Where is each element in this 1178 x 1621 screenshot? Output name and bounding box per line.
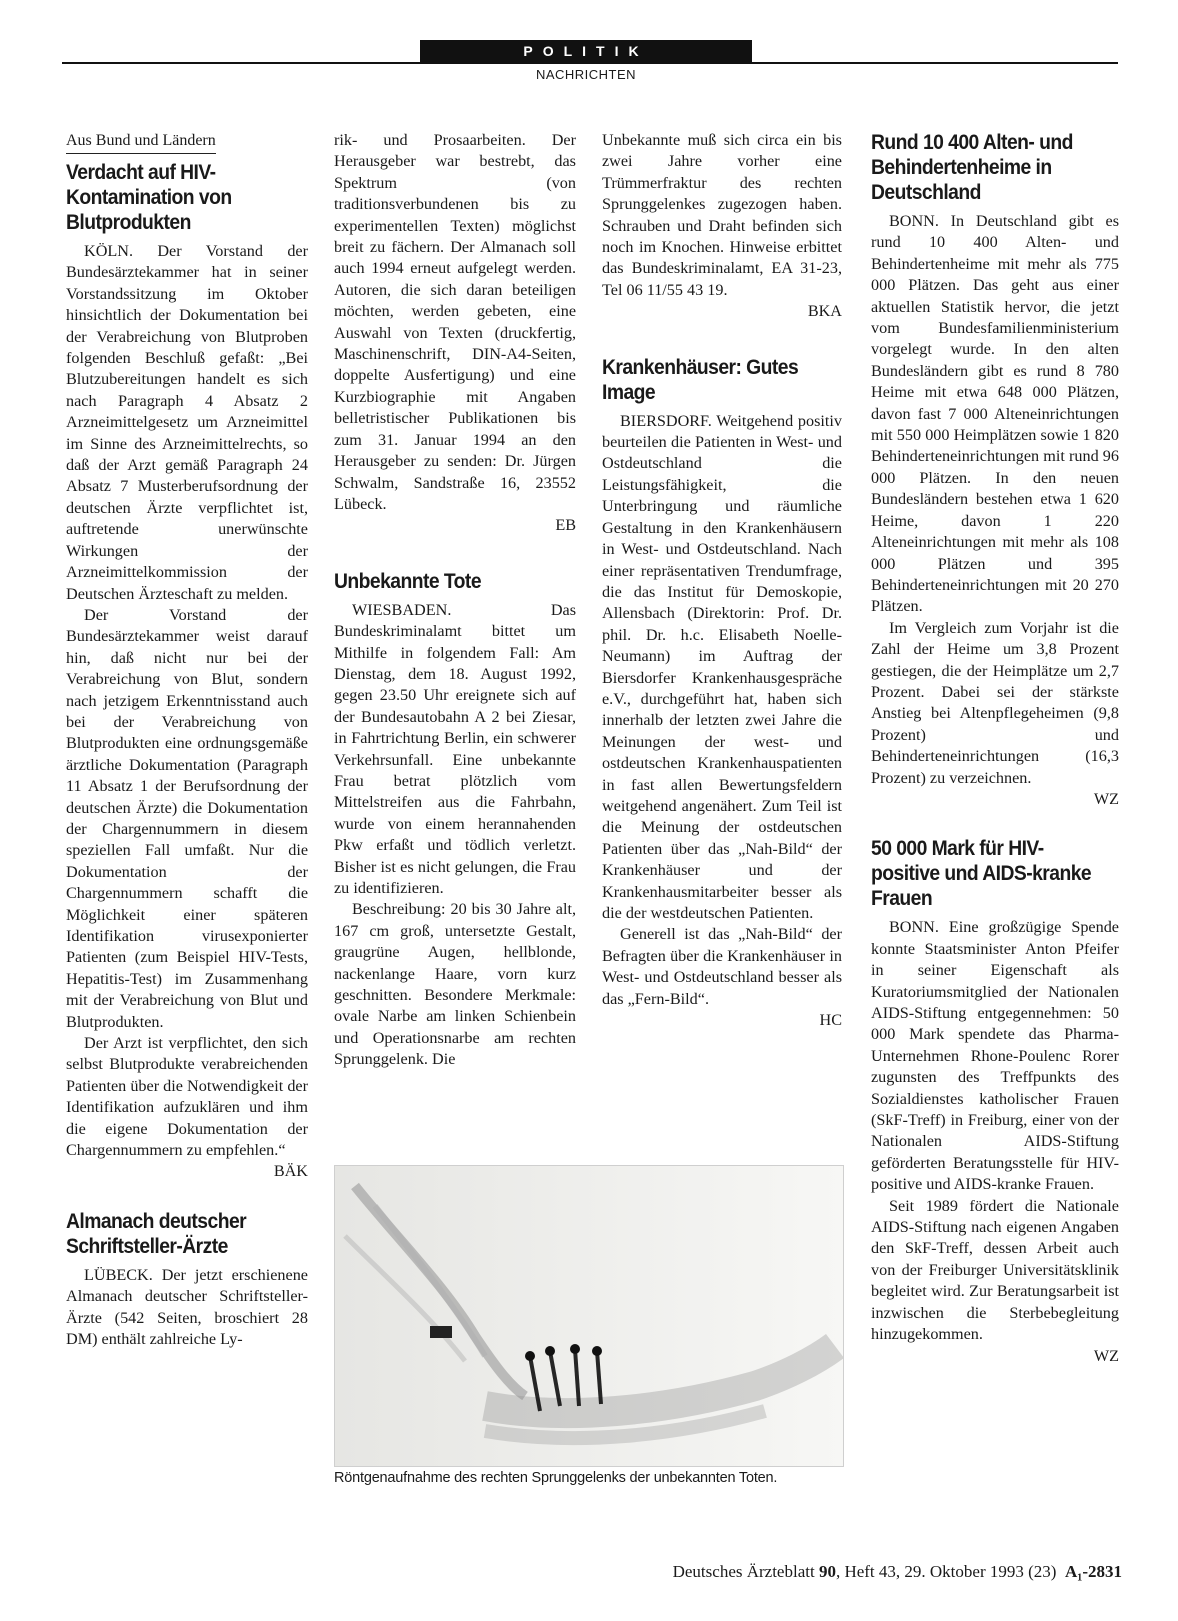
column-3 bbox=[602, 130, 842, 1031]
section-title: POLITIK bbox=[420, 40, 752, 62]
article-paragraph: Beschreibung: 20 bis 30 Jahre alt, 167 cm groß, untersetzte Gestalt, graugrüne Augen, hellblonde, nackenlange Haare, vorn kurz geschnitten. Besondere Merkmale: ovale Narbe am linken Schienbein und Operationsnarbe am rechten Sprunggelenk. Die bbox=[334, 900, 576, 1069]
article-title-almanach: Almanach deutscher Schriftsteller-Ärzte bbox=[66, 1209, 247, 1258]
article-paragraph: KÖLN. Der Vorstand der Bundesärztekammer hat in seiner Vorstandssitzung im Oktober hinsichtlich der Dokumentation bei der Verabreichung von Blutproben folgenden Beschluß gefaßt: „Bei Blutzubereitungen handelt es sich nach Paragraph 4 Absatz 2 Arzneimittelgesetz um Arzneimittel im Sinne des Arzneimittelrechts, so daß der Arzt gemäß Paragraph 24 Absatz 7 Musterberufsordnung der deutschen Ärzte verpflichtet ist, auftretende unerwünschte Wirkungen der Arzneimittelkommission der Deutschen Ärzteschaft zu melden. bbox=[66, 242, 308, 603]
article-title-aids-spende: 50 000 Mark für HIV-positive und AIDS-kranke Frauen bbox=[871, 837, 1092, 911]
article-signature: BÄK bbox=[273, 1162, 308, 1181]
article-signature: BKA bbox=[807, 302, 842, 321]
issue-info: , Heft 43, 29. Oktober 1993 (23) bbox=[835, 1562, 1057, 1581]
xray-photo bbox=[334, 1165, 844, 1467]
article-paragraph: WIESBADEN. Das Bundeskriminalamt bittet um Mithilfe in folgendem Fall: Am Dienstag, dem 18. August 1992, gegen 23.50 Uhr ereignete sich auf der Bundesautobahn A 2 bei Ziesar, in Fahrtrichtung Berlin, ein schwerer Verkehrsunfall. Eine unbekannte Frau betrat plötzlich vom Mittelstreifen aus die Fahrbahn, wurde von einem herannahenden Pkw erfaßt und tödlich verletzt. Bisher ist es nicht gelungen, die Frau zu identifizieren. bbox=[334, 600, 576, 897]
column-4 bbox=[871, 130, 1119, 1367]
article-title-heime: Rund 10 400 Alten- und Behindertenheime in Deutschland bbox=[871, 131, 1073, 204]
column-1 bbox=[66, 130, 308, 1351]
article-paragraph: Generell ist das „Nah-Bild“ der Befragten über die Krankenhäuser in West- und Ostdeutschland besser als das „Fern-Bild“. bbox=[602, 925, 842, 1008]
article-paragraph: BONN. In Deutschland gibt es rund 10 400 Alten- und Behindertenheime mit mehr als 775 000 Plätzen. Das geht aus einer aktuellen Statistik hervor, die jetzt vom Bundesfamilienministerium vorgelegt wurde. In den alten Bundesländern gibt es rund 8 780 Heime mit etwa 648 000 Plätzen, davon fast 7 000 Alteneinrichtungen mit 550 000 Heimplätzen sowie 1 820 Behinderteneinrichtungen mit rund 96 000 Plätzen. In den neuen Bundesländern bestehen etwa 1 620 Heime, davon 1 220 Alteneinrichtungen mit mehr als 108 000 Plätzen und 395 Behinderteneinrichtungen mit 20 270 Plätzen. bbox=[871, 212, 1119, 616]
photo-caption: Röntgenaufnahme des rechten Sprunggelenks der unbekannten Toten. bbox=[334, 1470, 778, 1486]
article-signature: WZ bbox=[1093, 789, 1119, 808]
kicker: Aus Bund und Ländern bbox=[66, 131, 216, 154]
article-paragraph: LÜBECK. Der jetzt erschienene Almanach deutscher Schriftsteller-Ärzte (542 Seiten, broschiert 28 DM) enthält zahlreiche Ly- bbox=[66, 1265, 308, 1349]
column-2 bbox=[334, 130, 576, 1071]
article-paragraph: BIERSDORF. Weitgehend positiv beurteilen die Patienten in West- und Ostdeutschland die Leistungsfähigkeit, die Unterbringung und räumliche Gestaltung in den Krankenhäusern in West- und Ostdeutschland. Nach einer repräsentativen Trendumfrage, die das Institut für Demoskopie, Allensbach (Direktorin: Prof. Dr. phil. Dr. h.c. Elisabeth Noelle-Neumann) im Auftrag der Biersdorfer Krankenhausgespräche e.V., durchgeführt hat, haben sich innerhalb der letzten zwei Jahre die Meinungen der west- und ostdeutschen Krankenhauspatienten in fast allen Bewertungsfeldern weitgehend angenähert. Zum Teil ist die Meinung der ostdeutschen Patienten über das „Nah-Bild“ der Krankenhäuser und der Krankenhausmitarbeiter besser als die der westdeutschen Patienten. bbox=[602, 411, 842, 922]
article-title-hiv: Verdacht auf HIV-Kontamination von Blutprodukten bbox=[66, 161, 232, 234]
article-paragraph: BONN. Eine großzügige Spende konnte Staatsminister Anton Pfeifer in seiner Eigenschaft als Kuratoriumsmitglied der Nationalen AIDS-Stiftung entgegennehmen: 50 000 Mark spendete das Pharma-Unternehmen Rhone-Poulenc Rorer zugunsten des Treffpunkts des Sozialdienstes katholischer Frauen (SkF-Treff) in Freiburg, einer von der Nationalen AIDS-Stiftung geförderten Beratungsstelle für HIV-positive und AIDS-kranke Frauen. bbox=[871, 918, 1119, 1194]
article-signature: HC bbox=[819, 1011, 842, 1030]
article-title-unbekannte-tote: Unbekannte Tote bbox=[334, 569, 482, 593]
volume-number: 90 bbox=[818, 1562, 836, 1581]
article-title-krankenhaeuser: Krankenhäuser: Gutes Image bbox=[602, 355, 799, 404]
article-paragraph: Im Vergleich zum Vorjahr ist die Zahl der Heime um 3,8 Prozent gestiegen, die der Heimplätze um 2,7 Prozent. Dabei sei der stärkste Anstieg bei Altenpflegeheimen (9,8 Prozent) und Behinderteneinrichtungen (16,3 Prozent) zu verzeichnen. bbox=[871, 618, 1119, 787]
page-number: A₁-2831 bbox=[1064, 1562, 1122, 1581]
article-paragraph: Unbekannte muß sich circa ein bis zwei Jahre vorher eine Trümmerfraktur des rechten Sprunggelenkes zugezogen haben. Schrauben und Draht befinden sich noch im Knochen. Hinweise erbittet das Bundeskriminalamt, EA 31-23, Tel 06 11/55 43 19. bbox=[602, 131, 842, 299]
page-footer bbox=[673, 1562, 1122, 1582]
section-subtitle: NACHRICHTEN bbox=[535, 67, 637, 82]
xray-illustration bbox=[335, 1166, 843, 1466]
article-paragraph: rik- und Prosaarbeiten. Der Herausgeber war bestrebt, das Spektrum (von traditionsverbundenen bis zu experimentellen Texten) möglichst breit zu fächern. Der Almanach soll auch 1994 erneut aufgelegt werden. Autoren, die sich daran beteiligen möchten, werden gebeten, eine Auswahl von Texten (druckfertig, Maschinenschrift, DIN-A4-Seiten, doppelte Ausfertigung) und eine Kurzbiographie mit Angaben belletristischer Publikationen bis zum 31. Januar 1994 an den Herausgeber zu senden: Dr. Jürgen Schwalm, Sandstraße 16, 23552 Lübeck. bbox=[334, 131, 576, 513]
article-paragraph: Der Vorstand der Bundesärztekammer weist darauf hin, daß nicht nur bei der Verabreichung von Blut, sondern nach jetzigem Erkenntnisstand auch bei der Verabreichung von Blutprodukten eine ordnungsgemäße ärztliche Dokumentation (Paragraph 11 Absatz 1 der Berufsordnung der deutschen Ärzte) die Dokumentation der Chargennummern in diesem speziellen Fall umfaßt. Nur die Dokumentation der Chargennummern schafft die Möglichkeit einer späteren Identifikation virusexponierter Patienten (zum Beispiel HIV-Tests, Hepatitis-Test) im Zusammenhang mit der Verabreichung von Blut und Blutprodukten. bbox=[66, 605, 308, 1031]
header-rule bbox=[62, 62, 1118, 64]
article-paragraph: Der Arzt ist verpflichtet, den sich selbst Blutprodukte verabreichenden Patienten über die Notwendigkeit der Identifikation aufzuklären und ihm die eigene Dokumentation der Chargennummern zu empfehlen.“ bbox=[66, 1034, 308, 1160]
journal-name: Deutsches Ärzteblatt bbox=[672, 1562, 815, 1581]
article-signature: EB bbox=[555, 516, 576, 535]
article-signature: WZ bbox=[1093, 1346, 1119, 1365]
article-paragraph: Seit 1989 fördert die Nationale AIDS-Stiftung nach eigenen Angaben den SkF-Treff, dessen Arbeit auch von der Freiburger Universitätsklinik begleitet wird. Zur Beratungsarbeit ist inzwischen die Sterbebegleitung hinzugekommen. bbox=[871, 1196, 1119, 1344]
